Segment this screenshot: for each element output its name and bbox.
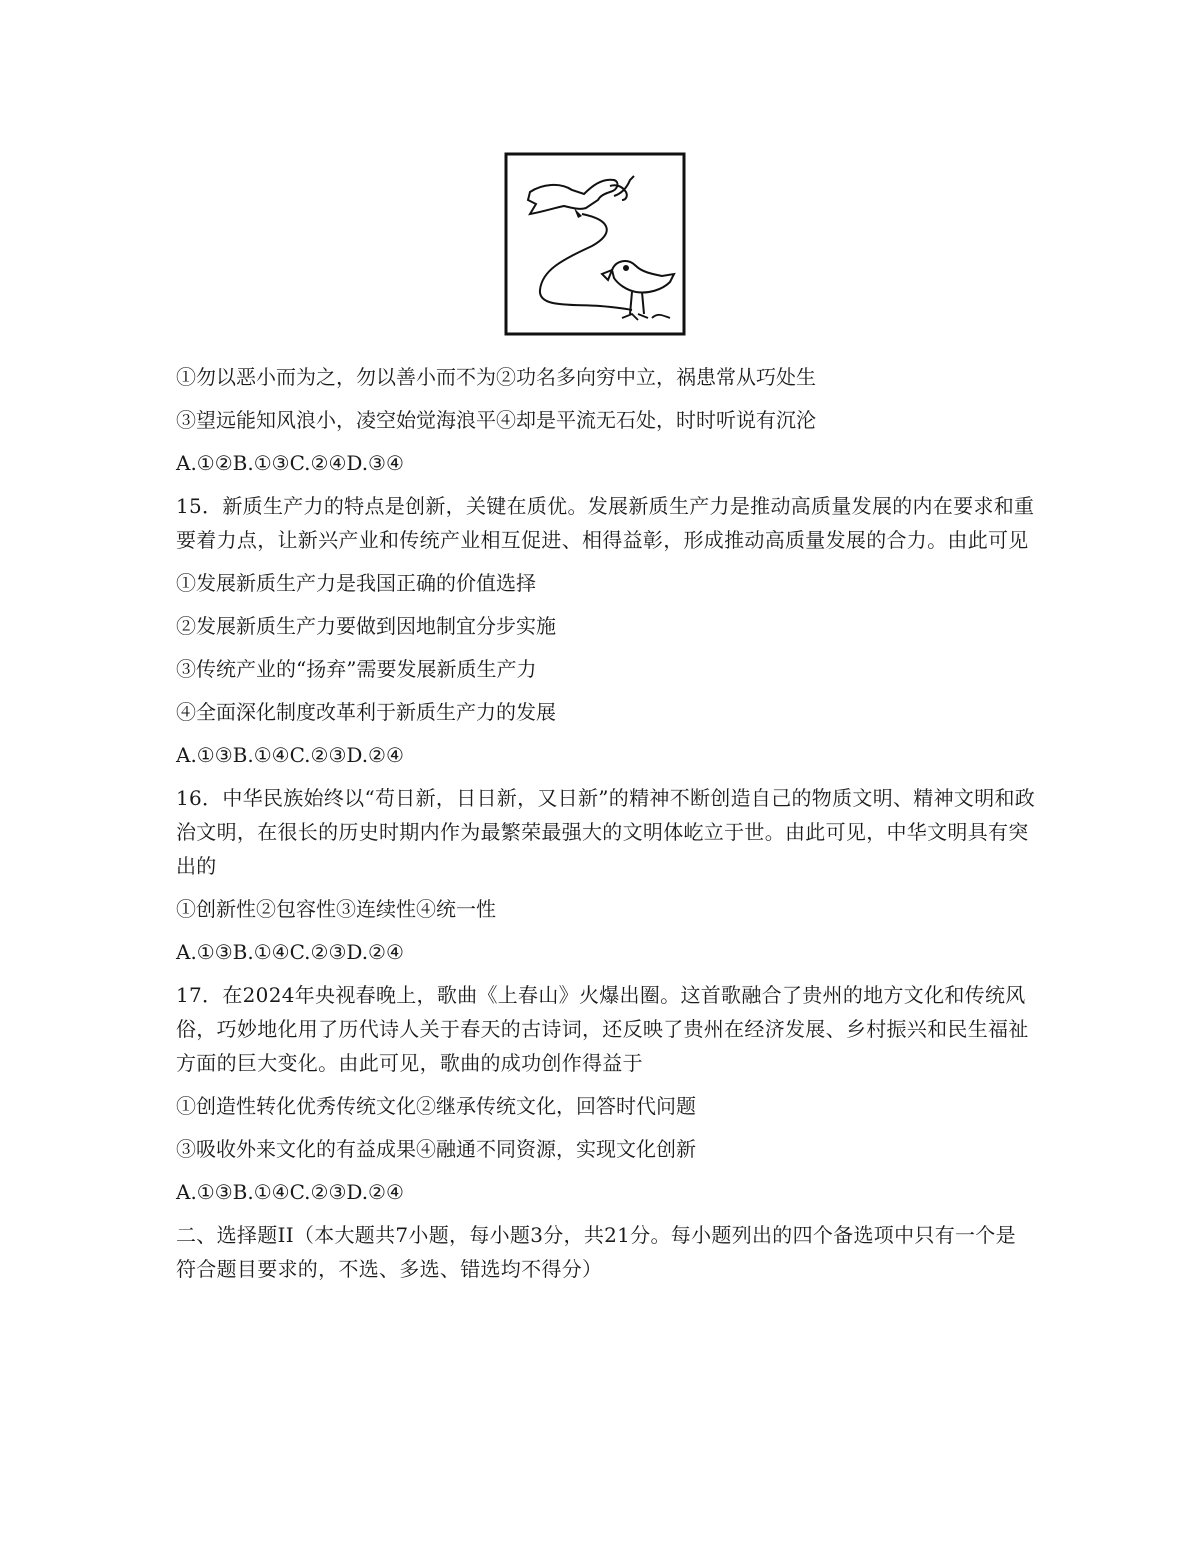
- q15-item-2: ②发展新质生产力要做到因地制宜分步实施: [176, 614, 556, 638]
- q17-choices: A.①③B.①④C.②③D.②④: [176, 1180, 404, 1204]
- section-2-heading: 二、选择题II（本大题共7小题，每小题3分，共21分。每小题列出的四个备选项中只有一个是符合题目要求的，不选、多选、错选均不得分）: [176, 1223, 1016, 1281]
- q16-choices: A.①③B.①④C.②③D.②④: [176, 940, 404, 964]
- q17-stem: 17．在2024年央视春晚上，歌曲《上春山》火爆出圈。这首歌融合了贵州的地方文化和传统风俗，巧妙地化用了历代诗人关于春天的古诗词，还反映了贵州在经济发展、乡村振兴和民生福祉方面的巨大变化。由此可见，歌曲的成功创作得益于: [176, 983, 1029, 1075]
- q16-items: ①创新性②包容性③连续性④统一性: [176, 897, 496, 921]
- q15-item-3: ③传统产业的“扬弃”需要发展新质生产力: [176, 657, 537, 681]
- q15-item-4: ④全面深化制度改革利于新质生产力的发展: [176, 700, 556, 724]
- q14-options-line1: ①勿以恶小而为之，勿以善小而不为②功名多向穷中立，祸患常从巧处生: [176, 365, 816, 389]
- exam-content: [176, 360, 1036, 1295]
- q14-choices: A.①②B.①③C.②④D.③④: [176, 451, 404, 475]
- q15-item-1: ①发展新质生产力是我国正确的价值选择: [176, 571, 536, 595]
- q17-options-line2: ③吸收外来文化的有益成果④融通不同资源，实现文化创新: [176, 1137, 696, 1161]
- q17-options-line1: ①创造性转化优秀传统文化②继承传统文化，回答时代问题: [176, 1094, 696, 1118]
- q14-options-line2: ③望远能知风浪小，凌空始觉海浪平④却是平流无石处，时时听说有沉沦: [176, 408, 816, 432]
- cartoon-illustration: [502, 150, 690, 340]
- q16-stem: 16．中华民族始终以“苟日新，日日新，又日新”的精神不断创造自己的物质文明、精神文明和政治文明，在很长的历史时期内作为最繁荣最强大的文明体屹立于世。由此可见，中华文明具有突出的: [176, 786, 1036, 878]
- q15-stem: 15．新质生产力的特点是创新，关键在质优。发展新质生产力是推动高质量发展的内在要求和重要着力点，让新兴产业和传统产业相互促进、相得益彰，形成推动高质量发展的合力。由此可见: [176, 494, 1035, 552]
- q15-choices: A.①③B.①④C.②③D.②④: [176, 743, 404, 767]
